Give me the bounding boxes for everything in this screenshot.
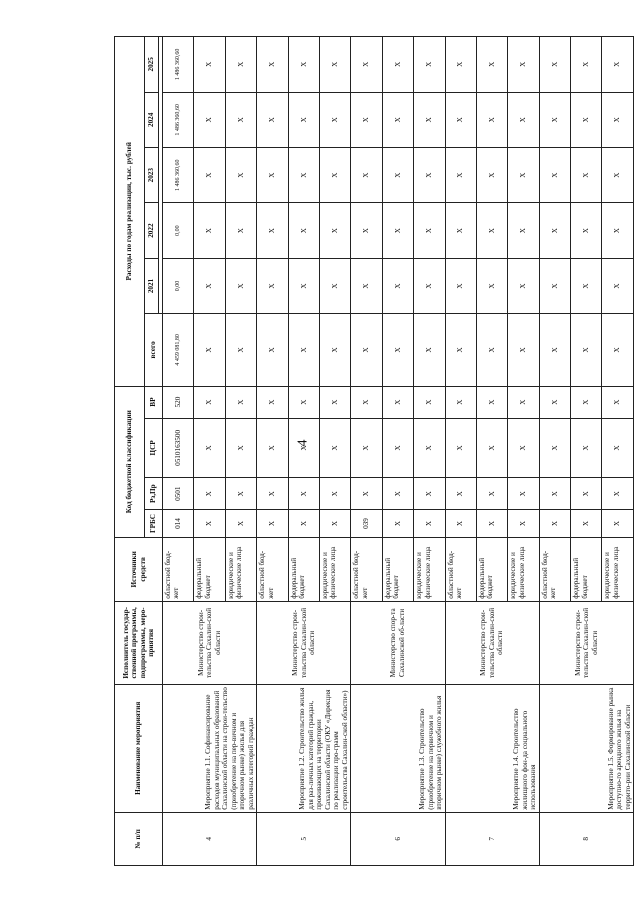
- cell-value: X: [414, 314, 445, 386]
- cell-value: X: [445, 92, 476, 147]
- cell-value: X: [539, 37, 570, 93]
- cell-value: X: [602, 478, 634, 510]
- funding-source: юридические и физические лица: [602, 537, 634, 601]
- cell-value: X: [539, 203, 570, 258]
- cell-value: X: [414, 418, 445, 478]
- cell-value: X: [382, 92, 413, 147]
- cell-value: X: [225, 510, 256, 538]
- cell-value: X: [319, 148, 350, 203]
- cell-value: 4 459 081,80: [163, 314, 194, 386]
- row-number: 5: [257, 812, 351, 865]
- cell-value: X: [602, 386, 634, 418]
- budget-table-sheet: [114, 36, 634, 866]
- header-2025: 2025: [145, 37, 159, 93]
- cell-value: X: [257, 510, 288, 538]
- cell-value: X: [194, 314, 225, 386]
- cell-value: X: [194, 92, 225, 147]
- cell-value: X: [382, 314, 413, 386]
- funding-source: юридические и физические лица: [225, 537, 256, 601]
- cell-value: X: [257, 203, 288, 258]
- cell-value: X: [476, 418, 507, 478]
- cell-value: X: [445, 386, 476, 418]
- activity-name: Мероприятие 1.2. Строительство жилья для раз-личных категорий граждан, проживающих на территории Сахалинской области (ОКУ «Дирекция по реализации про-грамм строительства Сахалин-ской области»): [257, 684, 351, 812]
- row-number: 4: [163, 812, 257, 865]
- cell-value: 039: [351, 510, 382, 538]
- table-body: [163, 37, 634, 866]
- row-number: 8: [539, 812, 633, 865]
- cell-value: X: [225, 258, 256, 313]
- funding-source: областной бюд-жет: [163, 537, 194, 601]
- cell-value: X: [257, 478, 288, 510]
- activity-name: Мероприятие 1.1. Софинансирование расходов муниципальных образований Сахалинской области на строи-тельство (приобретение на пер-вичном и вторичном рынке) жилья для различных категорий граждан: [163, 684, 257, 812]
- cell-value: X: [382, 203, 413, 258]
- cell-value: X: [508, 314, 539, 386]
- cell-value: X: [414, 258, 445, 313]
- cell-value: 1 486 360,60: [163, 148, 194, 203]
- cell-value: X: [414, 386, 445, 418]
- cell-value: X: [476, 203, 507, 258]
- cell-value: X: [414, 478, 445, 510]
- cell-value: X: [194, 37, 225, 93]
- funding-source: федеральный бюджет: [476, 537, 507, 601]
- cell-value: X: [539, 386, 570, 418]
- cell-value: X: [319, 203, 350, 258]
- cell-value: X: [508, 148, 539, 203]
- cell-value: X: [508, 203, 539, 258]
- cell-value: X: [414, 510, 445, 538]
- cell-value: X: [445, 148, 476, 203]
- funding-source: юридические и физические лица: [508, 537, 539, 601]
- cell-value: X: [476, 478, 507, 510]
- cell-value: X: [445, 314, 476, 386]
- cell-value: 1 486 360,60: [163, 37, 194, 93]
- cell-value: 0,00: [163, 203, 194, 258]
- row-number: 7: [445, 812, 539, 865]
- header-2023: 2023: [145, 148, 159, 203]
- header-2022: 2022: [145, 203, 159, 258]
- funding-source: областной бюд-жет: [351, 537, 382, 601]
- cell-value: X: [602, 37, 634, 93]
- cell-value: X: [257, 148, 288, 203]
- header-rzpr: Рз,Пр: [145, 478, 163, 510]
- executor: Министерство строи-тельства Сахалин-ской области: [163, 601, 257, 684]
- cell-value: X: [351, 37, 382, 93]
- cell-value: 014: [163, 510, 194, 538]
- table-row: [257, 37, 288, 866]
- header-expenses: Расходы по годам реализации, тыс. рублей: [115, 37, 145, 387]
- cell-value: X: [382, 148, 413, 203]
- cell-value: X: [257, 92, 288, 147]
- header-total: всего: [145, 314, 163, 386]
- cell-value: X: [288, 258, 319, 313]
- header-name: Наименование мероприятия: [115, 684, 163, 812]
- cell-value: X: [571, 478, 602, 510]
- cell-value: X: [508, 258, 539, 313]
- table-row: [445, 37, 476, 866]
- cell-value: 0501: [163, 478, 194, 510]
- cell-value: X: [571, 37, 602, 93]
- cell-value: X: [351, 148, 382, 203]
- cell-value: X: [508, 418, 539, 478]
- cell-value: X: [571, 258, 602, 313]
- cell-value: X: [319, 478, 350, 510]
- cell-value: X: [225, 386, 256, 418]
- cell-value: X: [476, 386, 507, 418]
- cell-value: X: [351, 314, 382, 386]
- cell-value: X: [288, 92, 319, 147]
- cell-value: X: [414, 203, 445, 258]
- cell-value: 0510163500: [163, 418, 194, 478]
- cell-value: X: [194, 258, 225, 313]
- cell-value: X: [351, 478, 382, 510]
- cell-value: X: [602, 148, 634, 203]
- header-grbs: ГРБС: [145, 510, 163, 538]
- cell-value: X: [225, 148, 256, 203]
- header-vr: ВР: [145, 386, 163, 418]
- cell-value: X: [476, 92, 507, 147]
- cell-value: X: [257, 37, 288, 93]
- table-row: [539, 37, 570, 866]
- cell-value: X: [382, 510, 413, 538]
- executor: Министерство спор-та Сахалинской об-ласти: [351, 601, 445, 684]
- cell-value: X: [194, 418, 225, 478]
- cell-value: X: [445, 510, 476, 538]
- cell-value: X: [445, 203, 476, 258]
- funding-source: федеральный бюджет: [288, 537, 319, 601]
- cell-value: X: [539, 418, 570, 478]
- cell-value: X: [508, 386, 539, 418]
- executor: Министерство строи-тельства Сахалин-ской области: [445, 601, 539, 684]
- cell-value: X: [288, 510, 319, 538]
- table-row: [351, 37, 382, 866]
- cell-value: X: [539, 258, 570, 313]
- executor: Министерство строи-тельства Сахалин-ской области: [257, 601, 351, 684]
- cell-value: X: [257, 314, 288, 386]
- funding-source: юридические и физические лица: [319, 537, 350, 601]
- funding-source: федеральный бюджет: [382, 537, 413, 601]
- row-number: 6: [351, 812, 445, 865]
- funding-source: областной бюд-жет: [539, 537, 570, 601]
- cell-value: X: [445, 478, 476, 510]
- cell-value: X: [319, 258, 350, 313]
- activity-name: Мероприятие 1.4. Строительство жилищного фон-да социального использования: [445, 684, 539, 812]
- cell-value: X: [476, 510, 507, 538]
- cell-value: X: [225, 314, 256, 386]
- page-number: 4: [295, 439, 311, 447]
- cell-value: X: [539, 148, 570, 203]
- funding-source: областной бюд-жет: [257, 537, 288, 601]
- cell-value: X: [476, 314, 507, 386]
- cell-value: X: [351, 418, 382, 478]
- cell-value: X: [225, 37, 256, 93]
- cell-value: X: [319, 314, 350, 386]
- budget-table: [114, 36, 634, 866]
- cell-value: X: [602, 314, 634, 386]
- header-csr: ЦСР: [145, 418, 163, 478]
- cell-value: X: [225, 203, 256, 258]
- cell-value: X: [319, 418, 350, 478]
- cell-value: 520: [163, 386, 194, 418]
- cell-value: X: [476, 148, 507, 203]
- cell-value: X: [571, 314, 602, 386]
- cell-value: 0,00: [163, 258, 194, 313]
- funding-source: федеральный бюджет: [194, 537, 225, 601]
- funding-source: юридические и физические лица: [414, 537, 445, 601]
- cell-value: X: [319, 92, 350, 147]
- cell-value: X: [571, 386, 602, 418]
- table-row: [163, 37, 194, 866]
- cell-value: X: [288, 148, 319, 203]
- header-num: № п/п: [115, 812, 163, 865]
- cell-value: X: [194, 386, 225, 418]
- cell-value: X: [539, 314, 570, 386]
- cell-value: X: [194, 510, 225, 538]
- cell-value: X: [539, 510, 570, 538]
- cell-value: X: [288, 386, 319, 418]
- funding-source: областной бюд-жет: [445, 537, 476, 601]
- cell-value: X: [382, 37, 413, 93]
- cell-value: X: [351, 92, 382, 147]
- cell-value: X: [602, 203, 634, 258]
- cell-value: X: [414, 92, 445, 147]
- cell-value: X: [194, 148, 225, 203]
- cell-value: X: [382, 478, 413, 510]
- cell-value: X: [602, 510, 634, 538]
- cell-value: X: [539, 478, 570, 510]
- cell-value: X: [257, 418, 288, 478]
- cell-value: X: [319, 510, 350, 538]
- cell-value: X: [225, 478, 256, 510]
- cell-value: X: [288, 314, 319, 386]
- activity-name: Мероприятие 1.5. Формирование рынка доступно-го арендного жилья на террито-рии Сахалинской области: [539, 684, 633, 812]
- cell-value: X: [445, 258, 476, 313]
- cell-value: X: [382, 386, 413, 418]
- header-2021: 2021: [145, 258, 159, 313]
- cell-value: X: [539, 92, 570, 147]
- cell-value: X: [508, 510, 539, 538]
- cell-value: X: [288, 203, 319, 258]
- cell-value: X: [257, 258, 288, 313]
- cell-value: X: [476, 37, 507, 93]
- cell-value: X: [351, 203, 382, 258]
- cell-value: X: [382, 418, 413, 478]
- cell-value: X: [602, 92, 634, 147]
- cell-value: X: [319, 386, 350, 418]
- cell-value: X: [225, 418, 256, 478]
- cell-value: X: [571, 92, 602, 147]
- cell-value: X: [288, 37, 319, 93]
- cell-value: X: [476, 258, 507, 313]
- funding-source: федеральный бюджет: [571, 537, 602, 601]
- cell-value: X: [571, 510, 602, 538]
- cell-value: X: [508, 92, 539, 147]
- cell-value: X: [445, 37, 476, 93]
- cell-value: X: [508, 478, 539, 510]
- header-executor: Исполнитель государ-ственной программы, подпрограммы, меро-приятия: [115, 601, 163, 684]
- cell-value: 1 486 360,60: [163, 92, 194, 147]
- cell-value: X: [288, 418, 319, 478]
- cell-value: X: [382, 258, 413, 313]
- header-budget-code: Код бюджетной классификации: [115, 386, 145, 537]
- cell-value: X: [351, 258, 382, 313]
- cell-value: X: [319, 37, 350, 93]
- cell-value: X: [602, 418, 634, 478]
- cell-value: X: [508, 37, 539, 93]
- cell-value: X: [351, 386, 382, 418]
- cell-value: X: [194, 478, 225, 510]
- cell-value: X: [194, 203, 225, 258]
- cell-value: X: [225, 92, 256, 147]
- cell-value: X: [445, 418, 476, 478]
- cell-value: X: [414, 37, 445, 93]
- cell-value: X: [571, 418, 602, 478]
- header-source: Источники средств: [115, 537, 163, 601]
- cell-value: X: [288, 478, 319, 510]
- cell-value: X: [257, 386, 288, 418]
- header-2024: 2024: [145, 92, 159, 147]
- executor: Министерство строи-тельства Сахалин-ской области: [539, 601, 633, 684]
- cell-value: X: [414, 148, 445, 203]
- cell-value: X: [571, 203, 602, 258]
- cell-value: X: [602, 258, 634, 313]
- cell-value: X: [571, 148, 602, 203]
- activity-name: Мероприятие 1.3. Строительство (приобретение на первичном и вторичном рынке) служебного жилья: [351, 684, 445, 812]
